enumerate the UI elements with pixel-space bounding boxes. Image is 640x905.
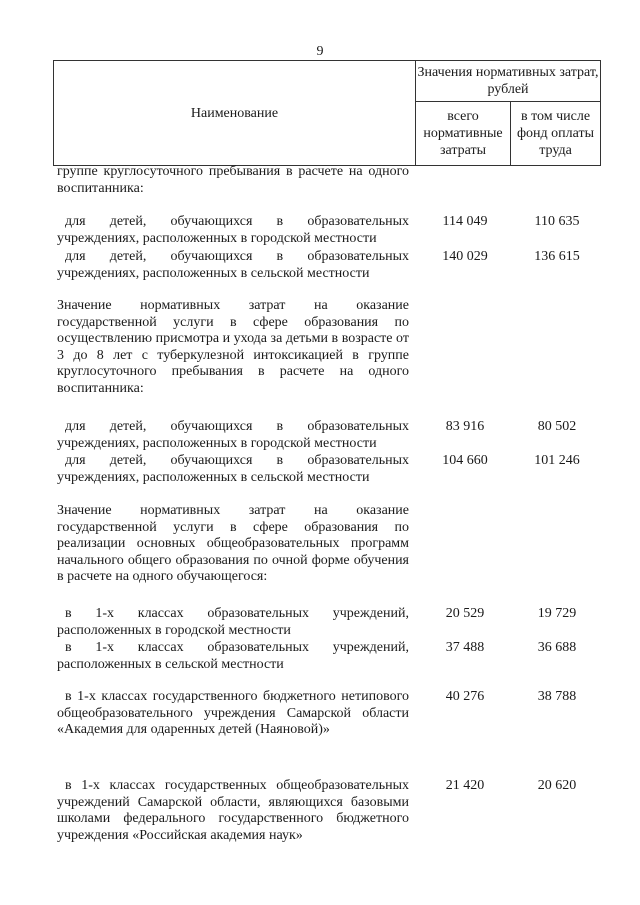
- row-description: в 1-х классах государственных общеобразовательных учреждений Самарской области, являющихся базовыми школами федерального государственного бюджетного учреждения «Российская академия наук»: [57, 778, 409, 843]
- row-total: 21 420: [445, 778, 485, 793]
- row-total: 83 916: [445, 419, 485, 434]
- row-total: 140 029: [442, 249, 488, 264]
- row-total: 104 660: [442, 453, 488, 468]
- row-description: в 1-х классах государственного бюджетного нетипового общеобразовательного учреждения Самарской области «Академия для одаренных детей (Наяновой)»: [57, 689, 409, 737]
- row-total: 20 529: [445, 606, 485, 621]
- row-description: группе круглосуточного пребывания в расчете на одного воспитанника:: [57, 164, 409, 196]
- row-description: для детей, обучающихся в образовательных учреждениях, расположенных в сельской местности: [57, 453, 409, 485]
- row-total: 37 488: [445, 640, 485, 655]
- row-total: 114 049: [442, 214, 488, 229]
- row-description: в 1-х классах образовательных учреждений, расположенных в сельской местности: [57, 640, 409, 672]
- row-description: для детей, обучающихся в образовательных учреждениях, расположенных в городской местности: [57, 419, 409, 451]
- row-wage: 36 688: [537, 640, 577, 655]
- header-name: Наименование: [54, 61, 416, 166]
- header-col-total: всего нормативные затраты: [416, 102, 511, 166]
- row-wage: 101 246: [534, 453, 580, 468]
- header-col-wage: в том числе фонд оплаты труда: [511, 102, 601, 166]
- row-description: Значение нормативных затрат на оказание государственной услуги в сфере образования по реализации основных общеобразовательных программ начального общего образования по очной форме обучения в расчете на одного обучающегося:: [57, 503, 409, 584]
- table-header: [53, 60, 601, 166]
- row-description: в 1-х классах образовательных учреждений, расположенных в городской местности: [57, 606, 409, 638]
- row-wage: 80 502: [537, 419, 577, 434]
- row-wage: 19 729: [537, 606, 577, 621]
- header-group-title: Значения нормативных затрат, рублей: [416, 61, 601, 102]
- row-wage: 136 615: [534, 249, 580, 264]
- page-number: 9: [316, 44, 324, 59]
- row-wage: 110 635: [534, 214, 580, 229]
- row-description: для детей, обучающихся в образовательных учреждениях, расположенных в сельской местности: [57, 249, 409, 281]
- row-total: 40 276: [445, 689, 485, 704]
- row-description: для детей, обучающихся в образовательных учреждениях, расположенных в городской местности: [57, 214, 409, 246]
- row-description: Значение нормативных затрат на оказание государственной услуги в сфере образования по осуществлению присмотра и ухода за детьми в возрасте от 3 до 8 лет с туберкулезной интоксикацией в группе круглосуточного пребывания в расчете на одного воспитанника:: [57, 298, 409, 396]
- row-wage: 20 620: [537, 778, 577, 793]
- row-wage: 38 788: [537, 689, 577, 704]
